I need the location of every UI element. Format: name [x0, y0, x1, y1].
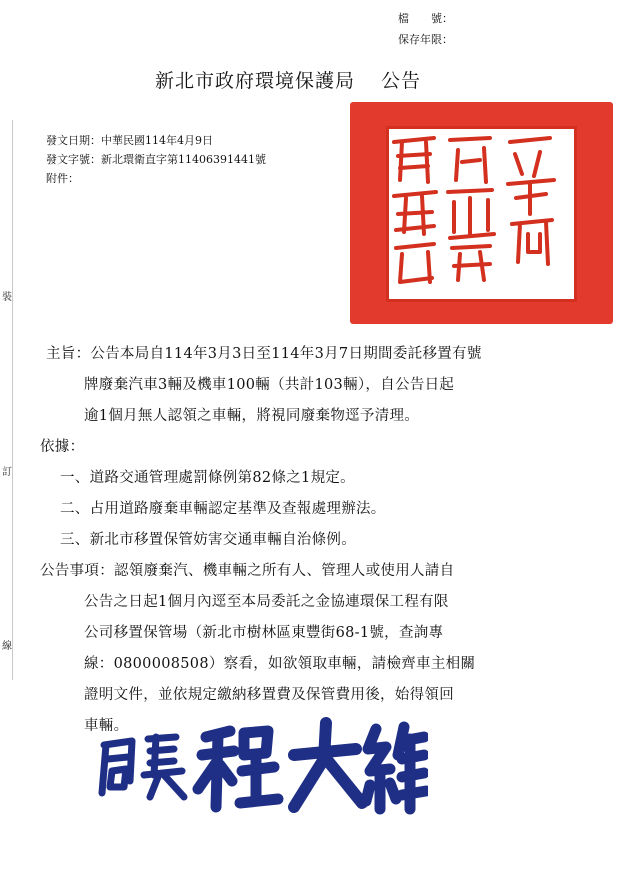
reference-number: 發文字號：新北環衛直字第11406391441號: [46, 153, 266, 166]
basis-item-number: 三、: [60, 532, 90, 548]
notice-line-3: 公司移置保管場（新北市樹林區東豐街68-1號，查詢專: [84, 625, 444, 641]
file-meta: [398, 8, 453, 50]
subject-text: 公告本局自114年3月3日至114年3月7日期間委託移置有號: [90, 346, 482, 362]
official-seal-stamp: [350, 102, 613, 324]
basis-item-number: 一、: [60, 470, 90, 486]
notice-line-6: 車輛。: [84, 718, 129, 734]
notice-line-5: 證明文件，並依規定繳納移置費及保管費用後，始得領回: [84, 687, 454, 703]
seal-glyph-strokes: [350, 102, 613, 324]
basis-item: [60, 463, 355, 494]
subject-line-1: [46, 339, 482, 370]
basis-item: [60, 494, 386, 525]
subject-label: 主旨：: [46, 346, 91, 362]
subject-line-2: 牌廢棄汽車3輛及機車100輛（共計103輛），自公告日起: [84, 377, 455, 393]
notice-line-4: 線：0800008508）察看，如欲領取車輛，請檢齊車主相關: [84, 656, 476, 672]
binding-mark-top: 裝: [2, 292, 12, 303]
basis-item-text: 道路交通管理處罰條例第82條之1規定。: [89, 470, 355, 486]
retention-period-label: 保存年限：: [398, 33, 453, 46]
binding-line: [12, 120, 13, 680]
basis-item-number: 二、: [60, 501, 90, 517]
notice-label: 公告事項：: [40, 563, 114, 579]
attachment-label: 附件：: [46, 172, 79, 185]
title-organization: 新北市政府環境保護局: [155, 70, 356, 92]
issue-date: 發文日期：中華民國114年4月9日: [46, 134, 213, 147]
binding-mark-middle: 訂: [2, 467, 12, 478]
document-info: [46, 131, 266, 188]
page-title: [155, 66, 421, 93]
binding-mark-bottom: 線: [2, 641, 12, 652]
notice-line-2: 公告之日起1個月內逕至本局委託之金協連環保工程有限: [84, 594, 449, 610]
subject-line-3: 逾1個月無人認領之車輛，將視同廢棄物逕予清理。: [84, 408, 420, 424]
director-signature: [98, 715, 428, 815]
file-number-label: 檔 號：: [398, 12, 453, 25]
notice-text: 認領廢棄汽、機車輛之所有人、管理人或使用人請自: [114, 563, 455, 579]
notice-line-1: [40, 556, 454, 587]
basis-item-text: 占用道路廢棄車輛認定基準及查報處理辦法。: [89, 501, 386, 517]
basis-item: [60, 525, 356, 556]
title-doc-type: 公告: [381, 70, 422, 92]
basis-label: 依據：: [40, 439, 85, 455]
basis-item-text: 新北市移置保管妨害交通車輛自治條例。: [89, 532, 357, 548]
